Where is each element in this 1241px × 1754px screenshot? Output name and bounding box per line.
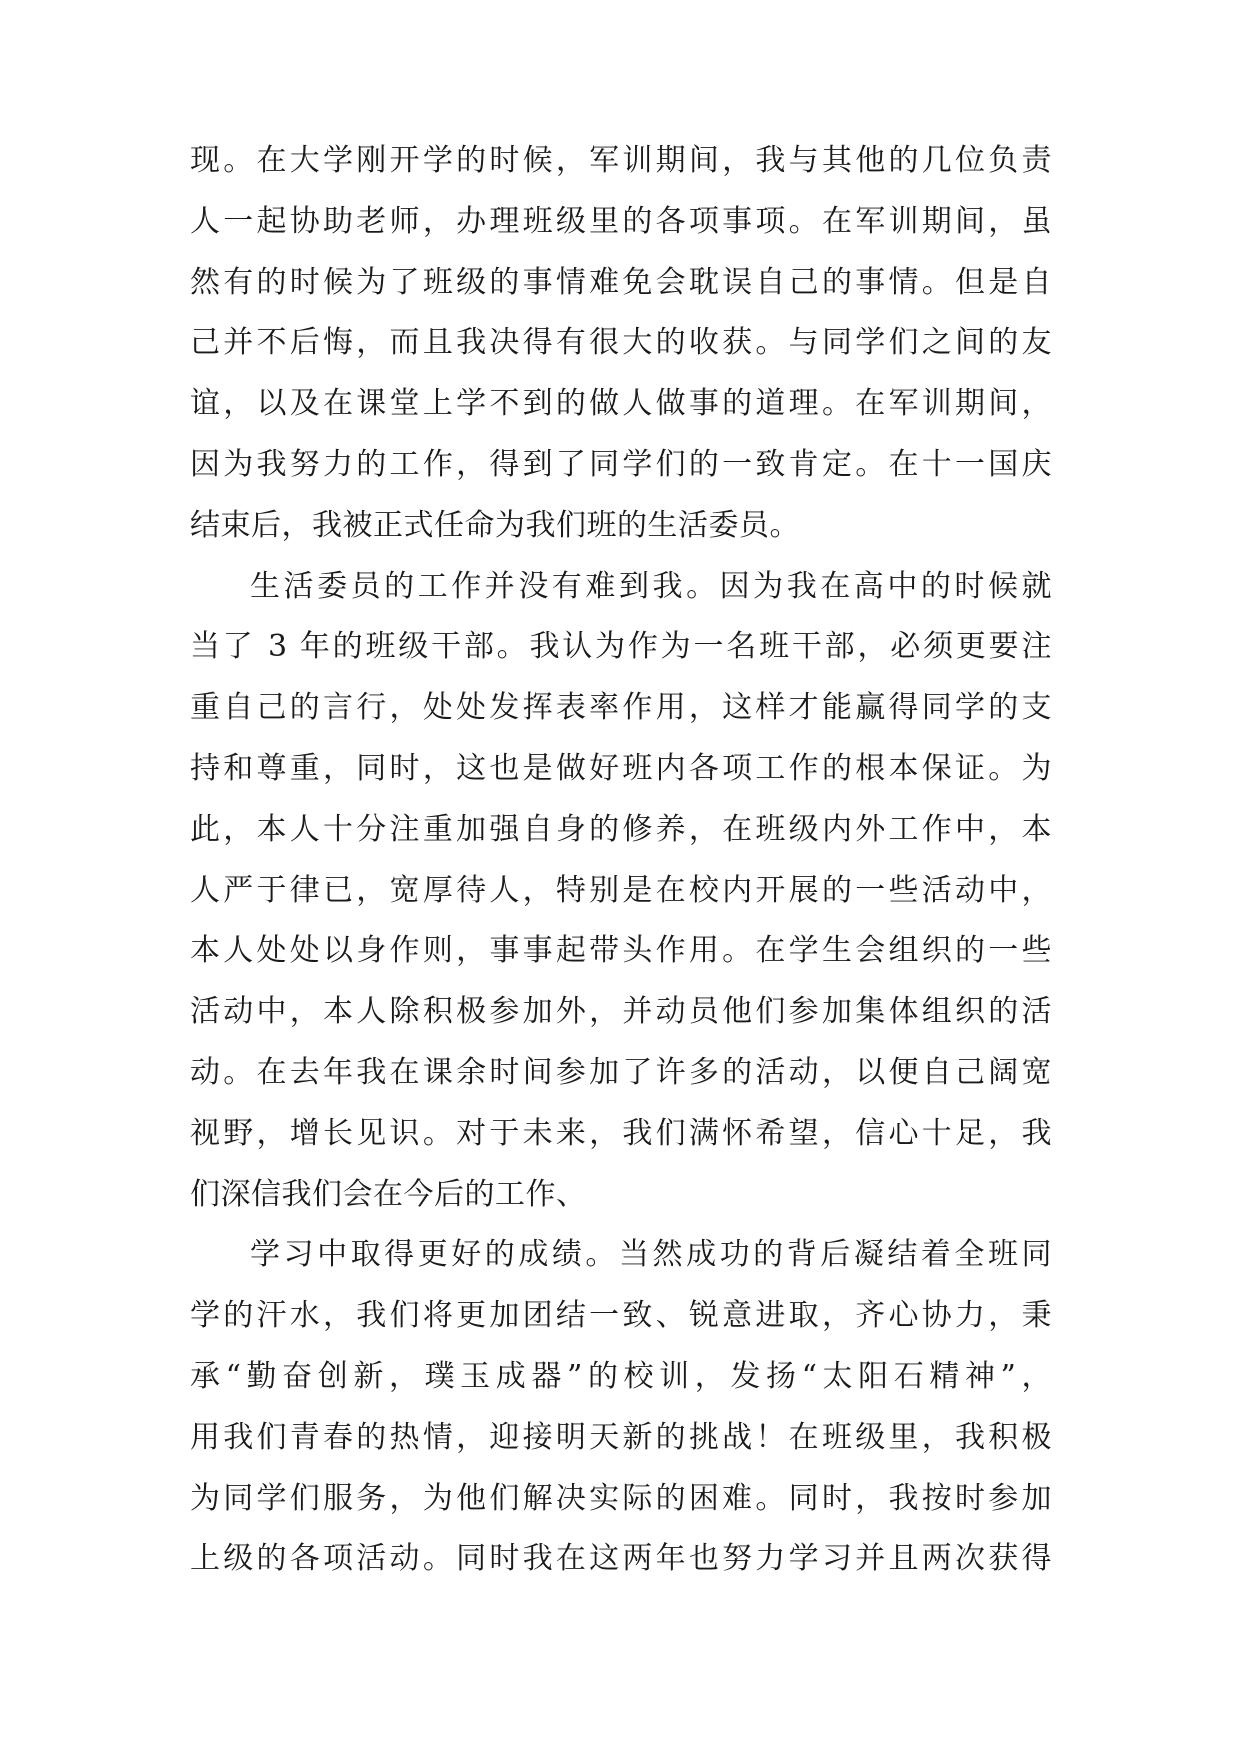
text-line: 己并不后悔，而且我决得有很大的收获。与同学们之间的友 [190, 325, 1052, 361]
text-line: 然有的时候为了班级的事情难免会耽误自己的事情。但是自 [190, 264, 1052, 300]
text-line: 重自己的言行，处处发挥表率作用，这样才能赢得同学的支 [190, 690, 1052, 726]
text-line: 承“勤奋创新，璞玉成器”的校训，发扬“太阳石精神”， [190, 1358, 1052, 1394]
text-line: 人一起协助老师，办理班级里的各项事项。在军训期间，虽 [190, 203, 1052, 239]
text-line: 持和尊重，同时，这也是做好班内各项工作的根本保证。为 [190, 750, 1052, 786]
document-body [190, 136, 1052, 1595]
text-line: 上级的各项活动。同时我在这两年也努力学习并且两次获得 [190, 1541, 1052, 1577]
text-line: 视野，增长见识。对于未来，我们满怀希望，信心十足，我 [190, 1115, 1052, 1151]
text-line: 动。在去年我在课余时间参加了许多的活动，以便自己阔宽 [190, 1054, 1052, 1090]
text-line: 为同学们服务，为他们解决实际的困难。同时，我按时参加 [190, 1480, 1052, 1516]
text-line: 结束后，我被正式任命为我们班的生活委员。 [190, 507, 800, 543]
text-line: 活动中，本人除积极参加外，并动员他们参加集体组织的活 [190, 994, 1052, 1030]
text-line: 用我们青春的热情，迎接明天新的挑战！在班级里，我积极 [190, 1419, 1052, 1455]
text-line: 谊，以及在课堂上学不到的做人做事的道理。在军训期间， [190, 386, 1052, 422]
paragraph-first-line: 学习中取得更好的成绩。当然成功的背后凝结着全班同 [250, 1237, 1052, 1273]
text-line: 此，本人十分注重加强自身的修养，在班级内外工作中，本 [190, 811, 1052, 847]
text-line: 学的汗水，我们将更加团结一致、锐意进取，齐心协力，秉 [190, 1298, 1052, 1334]
text-line: 现。在大学刚开学的时候，军训期间，我与其他的几位负责 [190, 143, 1052, 178]
paragraph-first-line: 生活委员的工作并没有难到我。因为我在高中的时候就 [250, 568, 1052, 604]
text-line: 们深信我们会在今后的工作、 [190, 1176, 587, 1212]
text-line: 当了 3 年的班级干部。我认为作为一名班干部，必须更要注 [190, 629, 1052, 665]
text-line: 因为我努力的工作，得到了同学们的一致肯定。在十一国庆 [190, 446, 1052, 482]
text-line: 本人处处以身作则，事事起带头作用。在学生会组织的一些 [190, 933, 1052, 969]
text-line: 人严于律已，宽厚待人，特别是在校内开展的一些活动中， [190, 872, 1052, 908]
